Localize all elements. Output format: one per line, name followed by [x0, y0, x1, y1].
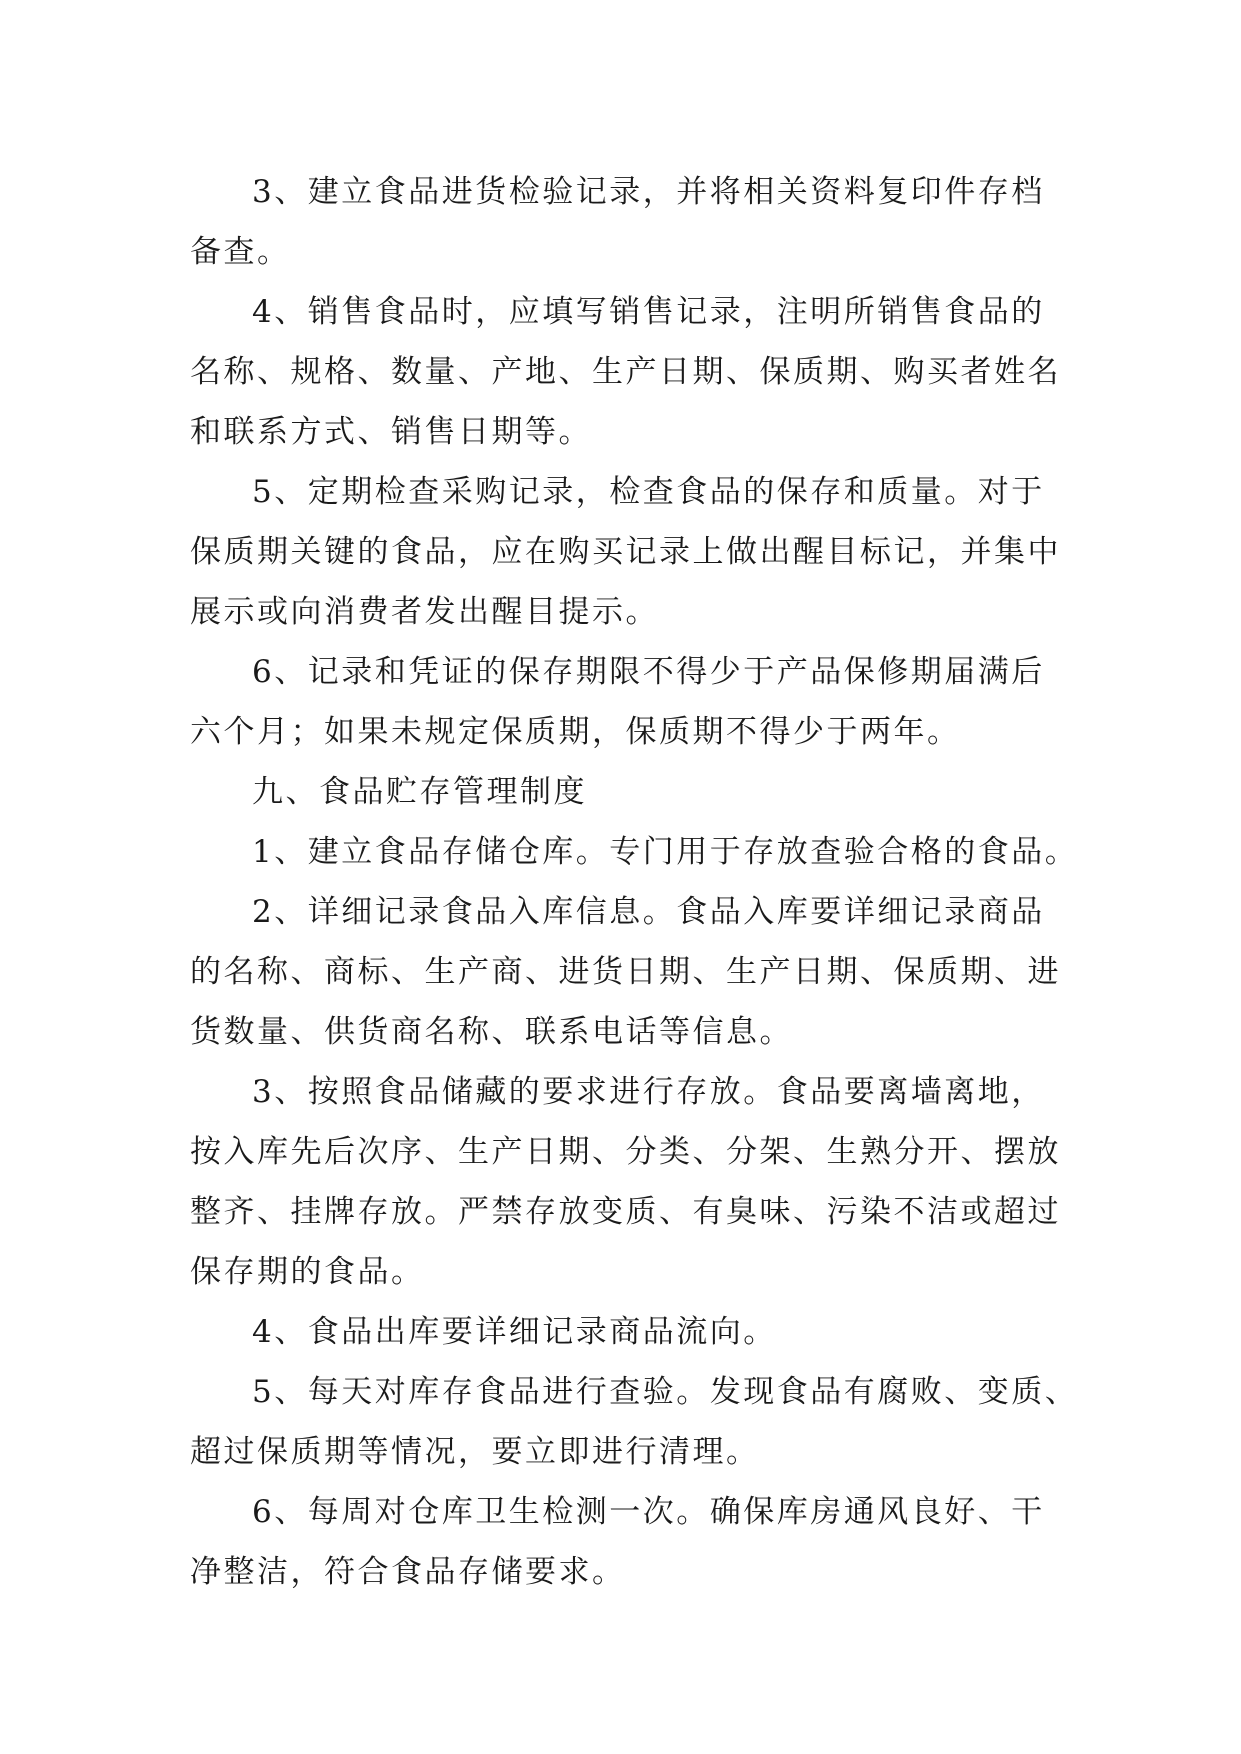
text-line: 整齐、挂牌存放。严禁存放变质、有臭味、污染不洁或超过 [190, 1194, 1061, 1230]
section-heading: 九、食品贮存管理制度 [252, 774, 587, 810]
text-line: 和联系方式、销售日期等。 [190, 414, 592, 450]
text-line: 六个月；如果未规定保质期，保质期不得少于两年。 [190, 714, 961, 750]
text-line: 备查。 [190, 234, 291, 270]
text-line: 5、定期检查采购记录，检查食品的保存和质量。对于 [252, 474, 1045, 510]
text-line: 6、每周对仓库卫生检测一次。确保库房通风良好、干 [252, 1494, 1045, 1530]
text-line: 的名称、商标、生产商、进货日期、生产日期、保质期、进 [190, 954, 1061, 990]
text-line: 超过保质期等情况，要立即进行清理。 [190, 1434, 760, 1470]
text-line: 6、记录和凭证的保存期限不得少于产品保修期届满后 [252, 654, 1045, 690]
text-line: 3、建立食品进货检验记录，并将相关资料复印件存档 [252, 174, 1045, 210]
text-line: 保质期关键的食品，应在购买记录上做出醒目标记，并集中 [190, 534, 1061, 570]
text-line: 1、建立食品存储仓库。专门用于存放查验合格的食品。 [252, 834, 1079, 870]
document-body [190, 162, 1079, 1602]
text-line: 货数量、供货商名称、联系电话等信息。 [190, 1014, 793, 1050]
text-line: 4、食品出库要详细记录商品流向。 [252, 1314, 777, 1350]
text-line: 2、详细记录食品入库信息。食品入库要详细记录商品 [252, 894, 1045, 930]
text-line: 净整洁，符合食品存储要求。 [190, 1554, 626, 1590]
text-line: 展示或向消费者发出醒目提示。 [190, 594, 659, 630]
text-line: 按入库先后次序、生产日期、分类、分架、生熟分开、摆放 [190, 1134, 1061, 1170]
text-line: 4、销售食品时，应填写销售记录，注明所销售食品的 [252, 294, 1045, 330]
text-line: 名称、规格、数量、产地、生产日期、保质期、购买者姓名 [190, 354, 1061, 390]
text-line: 3、按照食品储藏的要求进行存放。食品要离墙离地， [252, 1074, 1045, 1110]
text-line: 5、每天对库存食品进行查验。发现食品有腐败、变质、 [252, 1374, 1079, 1410]
text-line: 保存期的食品。 [190, 1254, 425, 1290]
